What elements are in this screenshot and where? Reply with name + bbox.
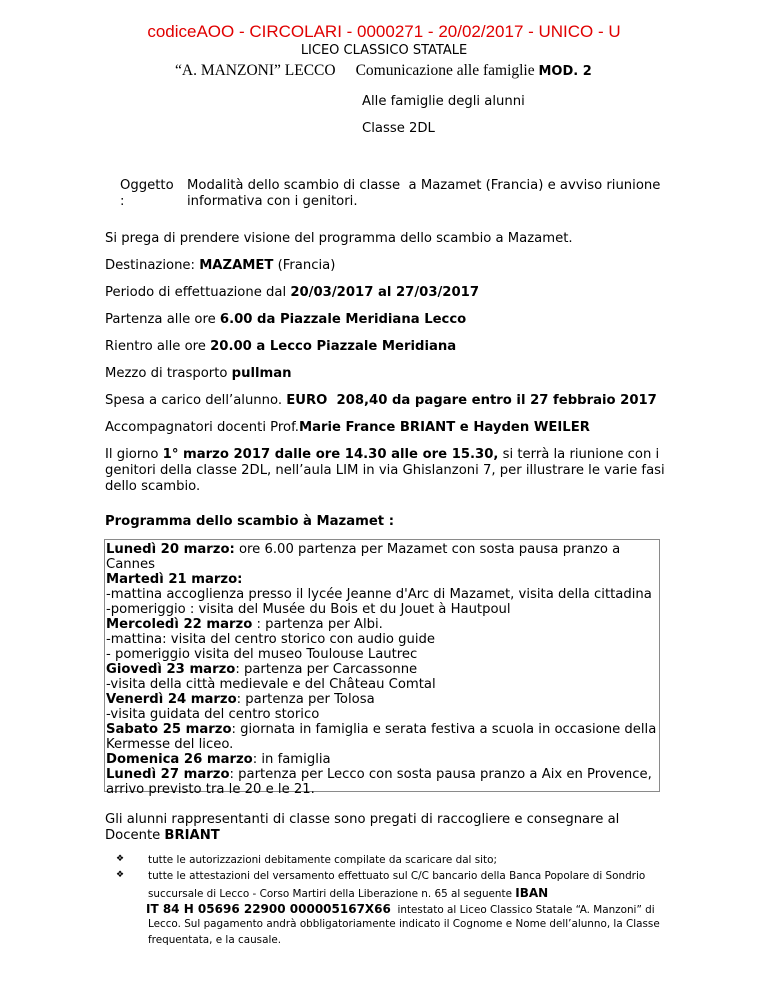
program-line: Giovedì 23 marzo: partenza per Carcassonne xyxy=(106,662,418,677)
program-line: Martedì 21 marzo: xyxy=(106,572,243,587)
subject-text-line2: informativa con i genitori. xyxy=(187,194,358,209)
program-line: Domenica 26 marzo: in famiglia xyxy=(106,752,331,767)
program-line: Lunedì 27 marzo: partenza per Lecco con sosta pausa pranzo a Aix en Provence, xyxy=(106,767,652,782)
program-line: -mattina accoglienza presso il lycée Jeanne d'Arc di Mazamet, visita della cittadina xyxy=(106,587,652,602)
program-line: -visita guidata del centro storico xyxy=(106,707,320,722)
payment-detail-line: Lecco. Sul pagamento andrà obbligatoriamente indicato il Cognome e Nome dell’alunno, la Classe xyxy=(148,918,660,930)
meeting-line1: Il giorno 1° marzo 2017 dalle ore 14.30 alle ore 15.30, si terrà la riunione con i xyxy=(105,447,660,462)
departure: Partenza alle ore 6.00 da Piazzale Meridiana Lecco xyxy=(105,312,467,327)
program-line: Sabato 25 marzo: giornata in famiglia e serata festiva a scuola in occasione della xyxy=(106,722,657,737)
program-line: arrivo previsto tra le 20 e le 21. xyxy=(106,782,315,797)
subject-colon: : xyxy=(120,194,125,209)
program-line: Kermesse del liceo. xyxy=(106,737,234,752)
program-line: Mercoledì 22 marzo : partenza per Albi. xyxy=(106,617,383,632)
program-line: - pomeriggio visita del museo Toulouse Lautrec xyxy=(106,647,418,662)
closing-line2: Docente BRIANT xyxy=(105,828,220,843)
school-type: LICEO CLASSICO STATALE xyxy=(300,43,468,58)
payment-detail-line: frequentata, e la causale. xyxy=(148,934,282,946)
closing-line1: Gli alunni rappresentanti di classe sono pregati di raccogliere e consegnare al xyxy=(105,812,620,827)
program-line: -mattina: visita del centro storico con audio guide xyxy=(106,632,436,647)
protocol-stamp: codiceAOO - CIRCOLARI - 0000271 - 20/02/2017 - UNICO - U xyxy=(147,22,621,41)
program-line: -visita della città medievale e del Château Comtal xyxy=(106,677,436,692)
meeting-line3: dello scambio. xyxy=(105,479,201,494)
program-title: Programma dello scambio à Mazamet : xyxy=(105,514,394,529)
school-name: “A. MANZONI” LECCO xyxy=(175,62,336,79)
letterhead xyxy=(175,62,592,80)
payment-detail-line: succursale di Lecco - Corso Martiri della Liberazione n. 65 al seguente IBAN xyxy=(148,886,549,900)
diamond-bullet-icon: ❖ xyxy=(116,870,125,880)
program-line: Lunedì 20 marzo: ore 6.00 partenza per Mazamet con sosta pausa pranzo a xyxy=(106,542,621,557)
return: Rientro alle ore 20.00 a Lecco Piazzale Meridiana xyxy=(105,339,457,354)
meeting-line2: genitori della classe 2DL, nell’aula LIM in via Ghislanzoni 7, per illustrare le varie fasi xyxy=(105,463,665,478)
subject-label: Oggetto xyxy=(120,178,174,193)
intro-paragraph: Si prega di prendere visione del programma dello scambio a Mazamet. xyxy=(105,231,573,246)
program-line: Venerdì 24 marzo: partenza per Tolosa xyxy=(106,692,375,707)
iban-line: IT 84 H 05696 22900 000005167X66 intestato al Liceo Classico Statale “A. Manzoni” di xyxy=(146,902,655,916)
recipient-class: Classe 2DL xyxy=(362,121,435,136)
communication-label: Comunicazione alle famiglie xyxy=(355,62,535,79)
program-line: -pomeriggio : visita del Musée du Bois et du Jouet à Hautpoul xyxy=(106,602,511,617)
transport: Mezzo di trasporto pullman xyxy=(105,366,292,381)
period: Periodo di effettuazione dal 20/03/2017 al 27/03/2017 xyxy=(105,285,480,300)
bullet-item-authorizations: tutte le autorizzazioni debitamente compilate da scaricare dal sito; xyxy=(148,854,497,866)
cost: Spesa a carico dell’alunno. EURO 208,40 da pagare entro il 27 febbraio 2017 xyxy=(105,393,657,408)
recipient-line: Alle famiglie degli alunni xyxy=(362,94,525,109)
program-line: Cannes xyxy=(106,557,155,572)
diamond-bullet-icon: ❖ xyxy=(116,854,125,864)
bullet-item-payments: tutte le attestazioni del versamento effettuato sul C/C bancario della Banca Popolare di Sondrio xyxy=(148,870,646,882)
form-code: MOD. 2 xyxy=(538,64,592,79)
destination: Destinazione: MAZAMET (Francia) xyxy=(105,258,336,273)
teachers: Accompagnatori docenti Prof.Marie France BRIANT e Hayden WEILER xyxy=(105,420,590,435)
subject-text-line1: Modalità dello scambio di classe a Mazamet (Francia) e avviso riunione xyxy=(187,178,661,193)
